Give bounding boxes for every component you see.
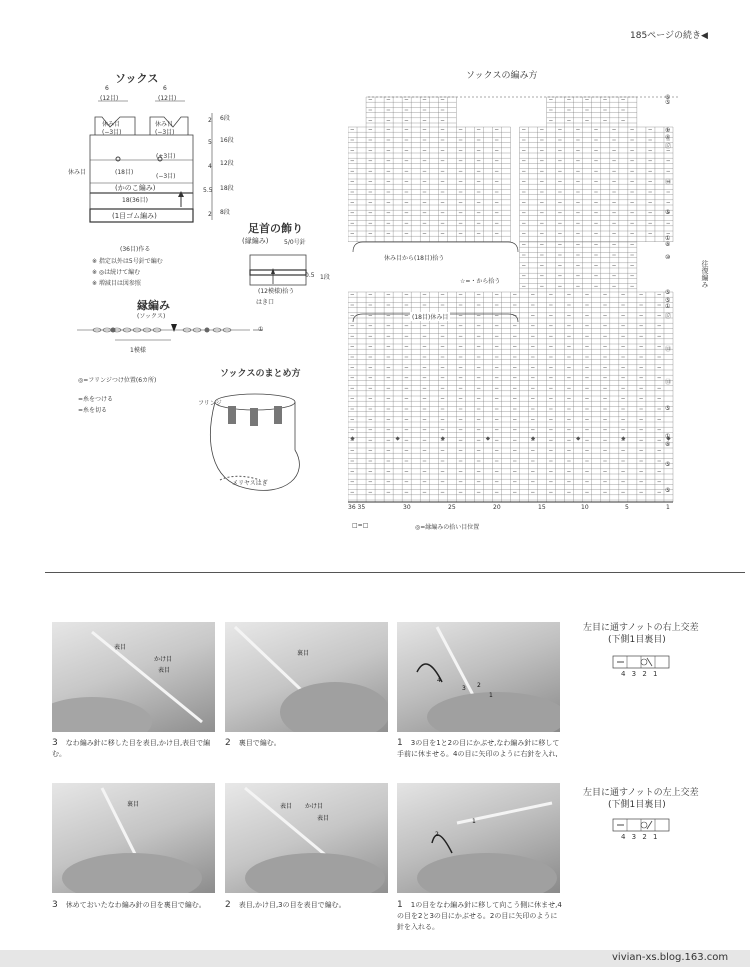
chart-row-label: ① xyxy=(665,127,671,134)
stockinette-label: メリヤスはぎ xyxy=(232,480,268,487)
chart-row-label: ⑤ xyxy=(665,99,671,106)
finish-title: ソックスのまとめ方 xyxy=(220,369,301,379)
chart-row-label: ⑬ xyxy=(665,346,672,353)
photo-step-1b xyxy=(397,783,560,893)
edging-chart xyxy=(75,318,275,348)
chart-x-tick: 5 xyxy=(625,504,629,511)
step-text-1a: 3の目を1と2の目にかぶせ,なわ編み針に移して手前に休ませる。4の目に矢印のように右針を入れ, xyxy=(397,739,560,758)
photo-2b-label-1: 表目 xyxy=(280,803,293,810)
note-3: ※ 増減目は図参照 xyxy=(92,280,141,287)
height-3: 4 xyxy=(208,163,212,170)
step-text-2a: 裏目で編む。 xyxy=(238,739,281,747)
chart-row-label: ⑰ xyxy=(665,143,672,150)
photo-1a-label-2: 3 xyxy=(462,685,466,692)
step-num-2a: 2 xyxy=(225,738,231,748)
photo-3a-label-1: 表目 xyxy=(114,644,127,651)
step-num-3b: 3 xyxy=(52,900,58,910)
photo-3b-label-1: 裏目 xyxy=(127,801,140,808)
caption-step-1a xyxy=(397,738,562,760)
chart-row-label: ④ xyxy=(665,134,671,141)
cross1-symbol xyxy=(612,655,672,669)
mid-stitches: (18目) xyxy=(115,169,134,176)
chart-row-label: ⑧ xyxy=(665,441,671,448)
caption-step-1b xyxy=(397,900,562,933)
rows-4: 18段 xyxy=(220,185,234,192)
ankle-sub: (縁編み) xyxy=(242,237,269,245)
chart-star-note: ☆=・から拾う xyxy=(460,278,501,285)
chart-x-tick: 36 35 xyxy=(348,504,366,511)
chart-row-label: ⑤ xyxy=(665,461,671,468)
width-total: 18(36目) xyxy=(122,197,148,204)
step-text-3b: 休めておいたなわ編み針の目を裏目で編む。 xyxy=(65,901,206,909)
ankle-pickup: (12模様)拾う xyxy=(258,288,295,295)
height-2: 5 xyxy=(208,139,212,146)
chart-vertical-label: 往復編み xyxy=(701,260,709,288)
chart-legend-pos: ◎=縁編みの拾い目位置 xyxy=(415,524,480,531)
rest-left: 休み目 xyxy=(102,121,121,128)
top-width-left-sub: (12目) xyxy=(100,95,119,102)
caption-step-2a xyxy=(225,738,390,749)
photo-2a-label-1: 裏目 xyxy=(297,650,310,657)
socks-outline xyxy=(60,65,240,235)
photo-step-3b xyxy=(52,783,215,893)
photo-step-3a xyxy=(52,622,215,732)
chart-row-label: ⑤ xyxy=(665,289,671,296)
cross1-sub: (下側1目裏目) xyxy=(608,635,666,645)
chart-grid xyxy=(348,92,738,522)
chart-x-tick: 1 xyxy=(666,504,670,511)
photo-step-2b xyxy=(225,783,388,893)
caption-step-3b xyxy=(52,900,217,911)
ankle-needle: 5/0号針 xyxy=(284,239,306,246)
photo-1b-label-2: 1 xyxy=(472,818,476,825)
chart-row-label: ⑤ xyxy=(665,209,671,216)
section-divider xyxy=(45,572,745,573)
side-rest: 休み目 xyxy=(68,169,87,176)
legend-cut: =糸を切る xyxy=(78,407,108,414)
note-2: ※ ◎は続けて編む xyxy=(92,269,141,276)
chart-legend-box: □=□ xyxy=(352,522,369,529)
top-width-right-sub: (12目) xyxy=(158,95,177,102)
chart-row-label: ① xyxy=(665,433,671,440)
chart-x-tick: 25 xyxy=(448,504,456,511)
chart-row-label: ⑰ xyxy=(665,313,672,320)
step-text-3a: なわ編み針に移した目を表目,かけ目,表目で編む。 xyxy=(52,739,211,758)
photo-3a-label-3: 表目 xyxy=(158,667,171,674)
chart-x-tick: 15 xyxy=(538,504,546,511)
inc-label: (+3目) xyxy=(156,153,176,160)
step-text-2b: 表目,かけ目,3の目を表目で編む。 xyxy=(238,901,346,909)
cross2-sub: (下側1目裏目) xyxy=(608,800,666,810)
chart-rest-upper: 休み目から(18目)拾う xyxy=(384,255,445,262)
note-1: ※ 指定以外は5号針で編む xyxy=(92,258,163,265)
chart-row-label: ① xyxy=(665,235,671,242)
photo-1b-label-1: 2 xyxy=(435,831,439,838)
cross1-title: 左目に通すノットの右上交差 xyxy=(583,623,699,633)
page-continuation: 185ページの続き◀ xyxy=(630,31,708,41)
ankle-mouth: はき口 xyxy=(256,299,275,306)
legend-fringe: ◎=フリンジつけ位置(6カ所) xyxy=(78,377,157,384)
step-num-1b: 1 xyxy=(397,900,403,910)
height-1: 2 xyxy=(208,117,212,124)
chart-row-label: ⑩ xyxy=(665,254,671,261)
step-num-2b: 2 xyxy=(225,900,231,910)
chart-row-label: ⑬ xyxy=(665,379,672,386)
photo-3a-label-2: かけ目 xyxy=(154,656,173,663)
photo-2b-label-3: 表目 xyxy=(317,815,330,822)
height-4: 5.5 xyxy=(203,187,213,194)
cross2-numbers: 4 3 2 1 xyxy=(621,833,660,841)
caption-step-3a xyxy=(52,738,217,760)
rest-right: 休み目 xyxy=(155,121,174,128)
socks-title: ソックス xyxy=(115,72,159,85)
basket-stitch: (かのこ編み) xyxy=(115,184,156,192)
rows-1: 6段 xyxy=(220,115,230,122)
photo-1a-label-1: 4 xyxy=(437,677,441,684)
chart-row-label: ⑤ xyxy=(665,297,671,304)
edging-row: ① xyxy=(258,326,264,333)
edging-title: 縁編み xyxy=(137,299,170,312)
top-width-right: 6 xyxy=(163,85,167,92)
rest-left-sub: (−3目) xyxy=(102,129,122,136)
socks-diagram xyxy=(60,65,240,235)
chart-row-label: ⑬ xyxy=(665,179,672,186)
step-num-1a: 1 xyxy=(397,738,403,748)
ankle-title: 足首の飾り xyxy=(248,222,303,235)
footer-url: vivian-xs.blog.163.com xyxy=(612,952,729,963)
dec-label: (−3目) xyxy=(156,173,176,180)
knitting-chart xyxy=(348,92,738,522)
edging-sub: (ソックス) xyxy=(137,313,166,320)
top-width-left: 6 xyxy=(105,85,109,92)
fringe-label: フリンジ xyxy=(198,400,222,407)
chart-row-label: ⑤ xyxy=(665,405,671,412)
chart-rest-lower: (18目)休み目 xyxy=(412,314,449,321)
chart-title: ソックスの編み方 xyxy=(466,71,538,81)
photo-1a-label-3: 2 xyxy=(477,682,481,689)
photo-2b-label-2: かけ目 xyxy=(305,803,324,810)
chart-x-tick: 10 xyxy=(581,504,589,511)
caption-step-2b xyxy=(225,900,390,911)
chart-row-label: ⑥ xyxy=(665,94,671,101)
chart-row-label: ⑤ xyxy=(665,487,671,494)
height-5: 2 xyxy=(208,211,212,218)
rows-2: 16段 xyxy=(220,137,234,144)
rows-3: 12段 xyxy=(220,160,234,167)
chart-x-tick: 20 xyxy=(493,504,501,511)
rib-label: (1目ゴム編み) xyxy=(112,212,157,220)
step-text-1b: 1の目をなわ編み針に移して向こう側に休ませ,4の目を2と3の目にかぶせる。2の目に矢印のように針を入れる。 xyxy=(397,901,562,931)
edging-repeat: 1模様 xyxy=(130,347,146,354)
rows-5: 8段 xyxy=(220,209,230,216)
step-num-3a: 3 xyxy=(52,738,58,748)
chart-row-label: ⑧ xyxy=(665,241,671,248)
chart-row-label: ① xyxy=(665,303,671,310)
ankle-rows: 1段 xyxy=(320,274,330,281)
photo-step-1a xyxy=(397,622,560,732)
chart-x-tick: 30 xyxy=(403,504,411,511)
ankle-height: 0.5 xyxy=(305,272,315,279)
cross2-title: 左目に通すノットの左上交差 xyxy=(583,788,699,798)
cast-on: (36目)作る xyxy=(120,246,151,253)
photo-step-2a xyxy=(225,622,388,732)
photo-1a-label-4: 1 xyxy=(489,692,493,699)
rest-right-sub: (−3目) xyxy=(155,129,175,136)
cross1-numbers: 4 3 2 1 xyxy=(621,670,660,678)
legend-attach: =糸をつける xyxy=(78,396,114,403)
cross2-symbol xyxy=(612,818,672,832)
